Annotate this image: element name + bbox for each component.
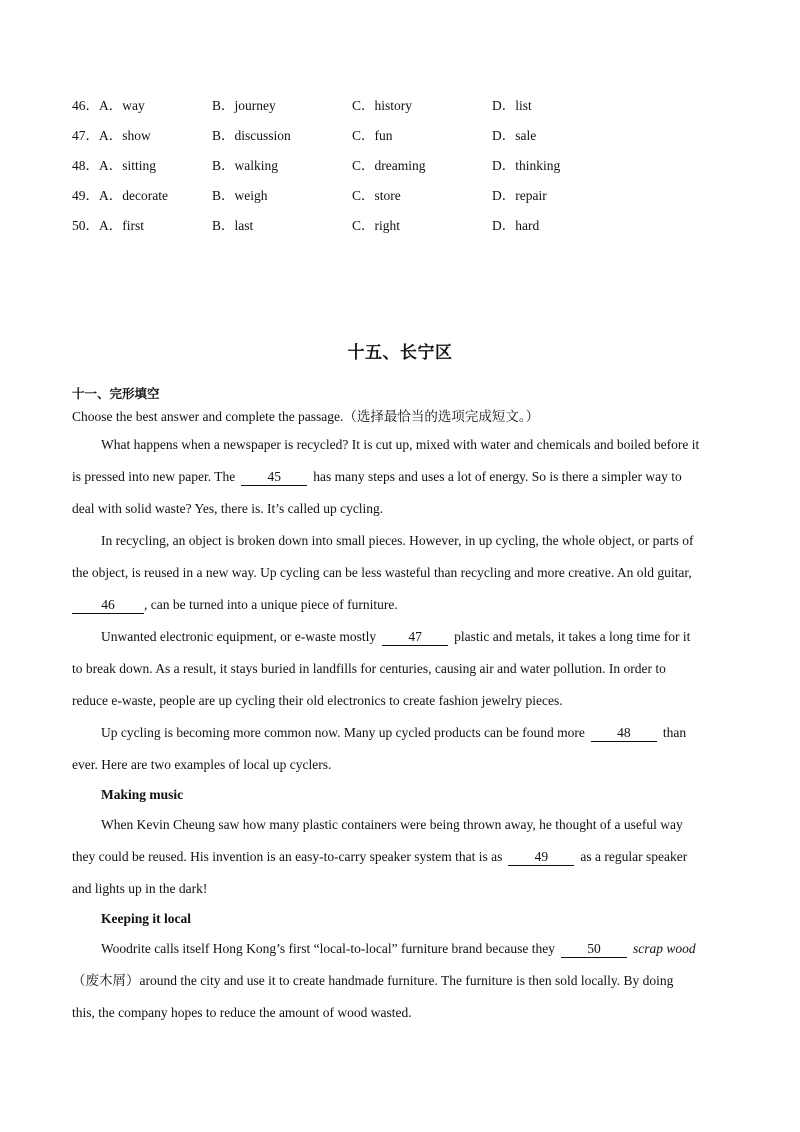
option-49-a: 49．A．decorate xyxy=(72,188,168,203)
section-heading: 十一、完形填空 xyxy=(72,386,160,401)
option-47-a: 47．A．show xyxy=(72,128,151,143)
option-48-b: B．walking xyxy=(212,158,278,173)
option-49-d: D．repair xyxy=(492,188,547,203)
option-49-b: B．weigh xyxy=(212,188,268,203)
option-47-c: C．fun xyxy=(352,128,393,143)
option-50-d: D．hard xyxy=(492,218,540,233)
option-47-d: D．sale xyxy=(492,128,537,143)
option-47-b: B．discussion xyxy=(212,128,291,143)
option-46-d: D．list xyxy=(492,98,532,113)
blank-49[interactable]: 49 xyxy=(508,849,574,866)
subheading-making-music: Making music xyxy=(101,787,184,802)
passage-line: In recycling, an object is broken down into small pieces. However, in up cycling, the whole object, or parts of xyxy=(101,533,694,548)
passage-line: When Kevin Cheung saw how many plastic containers were being thrown away, he thought of a useful way xyxy=(101,817,683,832)
passage-line: Woodrite calls itself Hong Kong’s first “local-to-local” furniture brand because they 50 scrap wood xyxy=(101,941,696,956)
passage-line: this, the company hopes to reduce the amount of wood wasted. xyxy=(72,1005,412,1020)
passage-line: and lights up in the dark! xyxy=(72,881,208,896)
blank-50[interactable]: 50 xyxy=(561,941,627,958)
passage-line: What happens when a newspaper is recycled? It is cut up, mixed with water and chemicals and boiled before it xyxy=(101,437,700,452)
option-46-b: B．journey xyxy=(212,98,276,113)
passage-line: the object, is reused in a new way. Up cycling can be less wasteful than recycling and more creative. An old guitar, xyxy=(72,565,692,580)
passage-line: is pressed into new paper. The 45 has many steps and uses a lot of energy. So is there a simpler way to xyxy=(72,469,682,484)
option-50-c: C．right xyxy=(352,218,401,233)
passage-line: （废木屑）around the city and use it to create handmade furniture. The furniture is then sold locally. By doing xyxy=(72,973,674,988)
passage-line: Unwanted electronic equipment, or e-waste mostly 47 plastic and metals, it takes a long time for it xyxy=(101,629,691,644)
subheading-keeping-it-local: Keeping it local xyxy=(101,911,191,926)
option-46-c: C．history xyxy=(352,98,413,113)
passage-line: they could be reused. His invention is an easy-to-carry speaker system that is as 49 as a regular speaker xyxy=(72,849,688,864)
passage-line: deal with solid waste? Yes, there is. It’s called up cycling. xyxy=(72,501,384,516)
passage-line: Up cycling is becoming more common now. Many up cycled products can be found more 48 than xyxy=(101,725,687,740)
passage-line: ever. Here are two examples of local up cyclers. xyxy=(72,757,332,772)
blank-48[interactable]: 48 xyxy=(591,725,657,742)
cloze-passage xyxy=(72,432,728,1032)
blank-47[interactable]: 47 xyxy=(382,629,448,646)
option-48-d: D．thinking xyxy=(492,158,561,173)
option-48-a: 48．A．sitting xyxy=(72,158,157,173)
option-49-c: C．store xyxy=(352,188,401,203)
option-46-a: 46．A．way xyxy=(72,98,145,113)
instruction-text: Choose the best answer and complete the passage.（选择最恰当的选项完成短文。） xyxy=(72,409,540,424)
blank-46[interactable]: 46 xyxy=(72,597,144,614)
passage-line: 46 , can be turned into a unique piece of furniture. xyxy=(72,592,728,624)
district-title: 十五、长宁区 xyxy=(347,343,453,363)
blank-45[interactable]: 45 xyxy=(241,469,307,486)
option-50-b: B．last xyxy=(212,218,254,233)
option-48-c: C．dreaming xyxy=(352,158,426,173)
passage-line: reduce e-waste, people are up cycling their old electronics to create fashion jewelry pieces. xyxy=(72,693,563,708)
passage-line: to break down. As a result, it stays buried in landfills for centuries, causing air and water pollution. In order to xyxy=(72,661,666,676)
option-50-a: 50．A．first xyxy=(72,218,144,233)
